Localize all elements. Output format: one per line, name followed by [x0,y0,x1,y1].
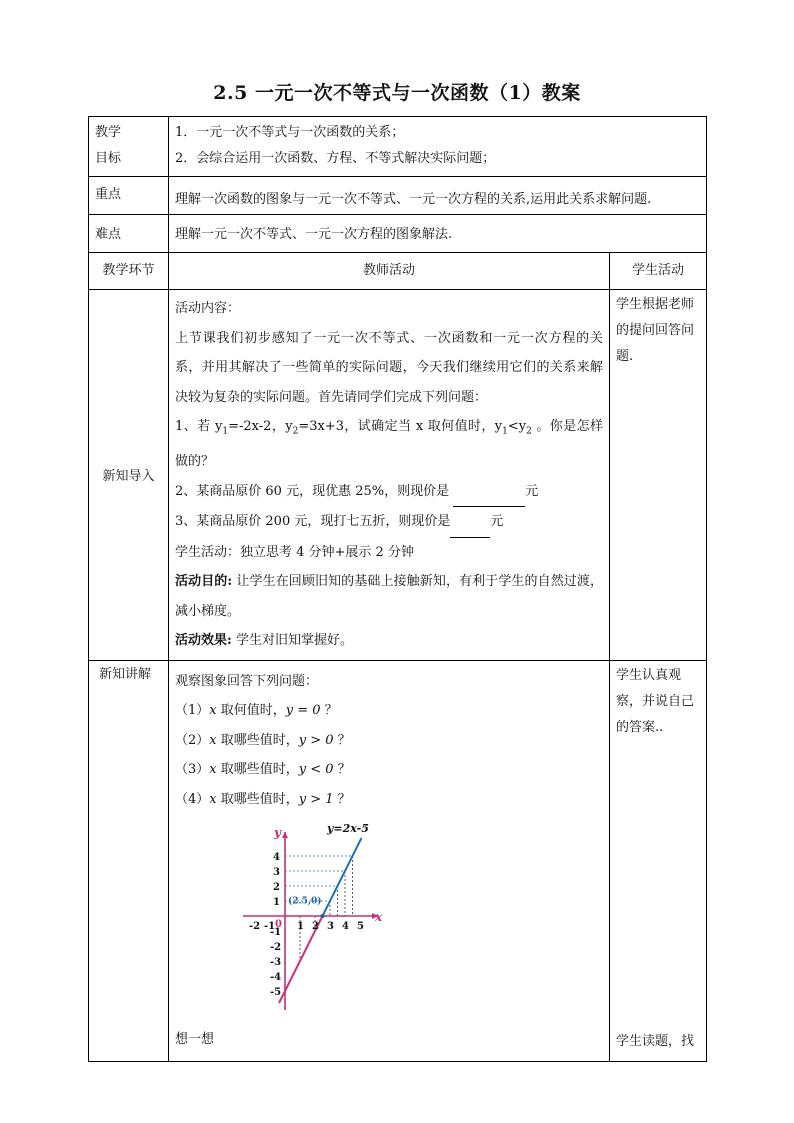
x-tick-4: 4 [342,921,349,933]
table-header-row [89,253,707,290]
explain-student-activity: 学生认真观察，并说自己的答案.. [616,667,695,735]
eq4-end: ？ [333,791,351,807]
eq2-mid: 取哪些值时， [216,732,299,748]
section-intro-stage: 新知导入 [89,290,169,661]
q3-text: 3、某商品原价 200 元，现打七五折，则现价是 [175,514,451,530]
section-intro-student [610,290,707,661]
purpose-label: 活动目的: [175,574,233,590]
section-explain-teacher [169,660,610,1061]
question-1 [175,412,603,477]
eq2-x: x [209,732,217,748]
objectives-label [89,117,169,177]
think-prompt: 想一想 [175,1032,215,1048]
objective-item-1: 1．一元一次不等式与一次函数的关系； [175,125,405,140]
q1-part-c: =3x+3，试确定当 x 取何值时，y [298,419,503,434]
q2-unit: 元 [525,483,539,499]
eq3-pre: （3） [175,762,210,778]
eq3-end: ？ [333,762,351,778]
q3-blank [450,507,490,538]
explain-student-activity-2: 学生读题，找 [616,1033,695,1049]
objective-item-2: 2．会综合运用一次函数、方程、不等式解决实际问题； [175,151,496,166]
section-explain-row [89,660,707,1061]
eq4-pre: （4） [175,791,210,807]
section-explain-stage: 新知讲解 [89,660,169,1061]
eq1-pre: （1） [175,703,210,719]
difficulty-label: 难点 [89,215,169,253]
eq4-cond: y > 1 [298,791,334,807]
header-teacher: 教师活动 [169,253,610,290]
y-tick-3: 3 [273,867,280,879]
x-tick-5: 5 [357,921,364,933]
y-tick-4: 4 [273,852,280,864]
eq4-mid: 取哪些值时， [216,791,299,807]
x-tick--2: -2 [249,921,261,933]
eq2-end: ？ [333,732,351,748]
x-tick-3: 3 [327,921,334,933]
header-student: 学生活动 [610,253,707,290]
eq3-cond: y < 0 [298,762,334,778]
eq2-pre: （2） [175,732,210,748]
difficulty-row [89,215,707,253]
q1-part-b: =-2x-2，y [228,419,293,434]
explain-q1 [175,696,603,726]
difficulty-text: 理解一元一次不等式、一元一次方程的图象解法. [169,215,707,253]
eq1-end: ？ [320,703,338,719]
y-tick--2: -2 [270,942,282,954]
x-tick--1: -1 [264,921,276,933]
eq3-x: x [209,762,217,778]
q1-sub-4: 2 [526,426,532,437]
y-tick--1: -1 [270,927,282,939]
x-axis-label: x [375,910,383,925]
section-explain-student [610,660,707,1061]
function-graph [227,820,387,1010]
objectives-label-line1: 教学 [95,125,122,140]
y-tick--3: -3 [270,957,282,969]
eq1-cond: y = 0 [285,703,321,719]
y-tick-2: 2 [273,882,280,894]
x-tick-2: 2 [312,921,319,933]
function-label: y=2x-5 [327,822,369,836]
section-intro-teacher [169,290,610,661]
q1-part-e: 。你是怎样做的？ [175,419,604,470]
question-3 [175,507,603,538]
lesson-plan-table [88,116,707,1062]
point-label: (2.5,0) [288,896,322,907]
q1-part-a: 1、若 y [175,419,223,434]
explain-q4 [175,785,603,815]
question-2 [175,477,603,508]
y-axis-arrow [282,832,288,838]
objectives-content [169,117,707,177]
q1-sub-1: 1 [222,426,229,437]
intro-student-activity: 学生根据老师的提问回答问题. [616,297,695,364]
page-title: 2.5 一元一次不等式与一次函数（1）教案 [213,82,581,104]
effect-text: 学生对旧知掌握好。 [231,633,353,649]
objectives-label-line2: 目标 [95,151,122,166]
explain-q2 [175,726,603,756]
objectives-row [89,117,707,177]
q1-sub-2: 2 [292,426,299,437]
activity-effect [175,626,603,656]
activity-purpose [175,567,603,626]
section-intro-row [89,290,707,661]
explain-q3 [175,755,603,785]
effect-label: 活动效果: [175,633,232,649]
header-stage: 教学环节 [89,253,169,290]
y-axis-label: y [274,825,281,840]
key-point-label: 重点 [89,177,169,215]
q2-blank [453,477,525,508]
observe-prompt: 观察图象回答下列问题： [175,673,319,689]
q1-part-d: <y [507,419,527,434]
content-label: 活动内容： [175,301,241,316]
y-tick--4: -4 [270,972,282,984]
eq3-mid: 取哪些值时， [216,762,299,778]
eq2-cond: y > 0 [298,732,334,748]
zero-point [321,914,325,918]
q3-unit: 元 [490,514,504,530]
x-tick-1: 1 [297,921,304,933]
student-time: 学生活动：独立思考 4 分钟+展示 2 分钟 [175,544,414,560]
y-tick-1: 1 [273,897,280,909]
q1-sub-3: 1 [502,426,508,437]
eq4-x: x [209,791,217,807]
function-line-upper [323,838,362,916]
purpose-text: 让学生在回顾旧知的基础上接触新知，有利于学生的自然过渡，减小梯度。 [175,574,603,619]
y-tick--5: -5 [270,987,282,999]
origin-label: 0 [275,919,282,931]
intro-paragraph: 上节课我们初步感知了一元一次不等式、一次函数和一元一次方程的关系，并用其解决了一些简单的实际问题，今天我们继续用它们的关系来解决较为复杂的实际问题。首先请同学们完成下列问题： [175,330,603,405]
key-point-row [89,177,707,215]
eq1-mid: 取何值时， [216,703,286,719]
key-point-text: 理解一次函数的图象与一元一次不等式、一元一次方程的关系,运用此关系求解问题. [169,177,707,215]
q2-text: 2、某商品原价 60 元，现优惠 25%，则现价是 [175,483,454,499]
eq1-x: x [209,703,217,719]
